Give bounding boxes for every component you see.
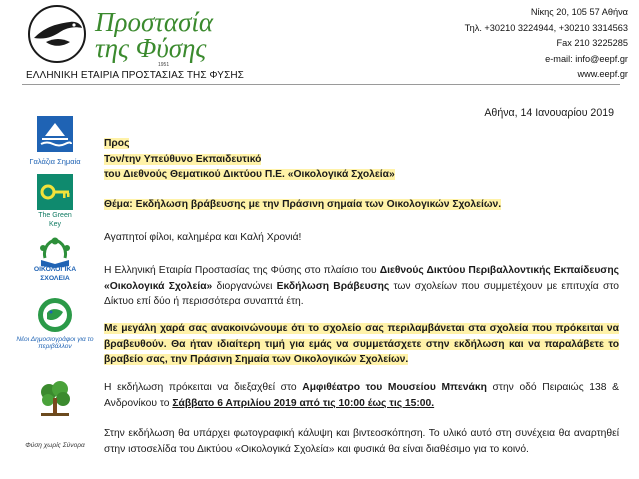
nature-without-borders-logo	[37, 380, 73, 416]
p1-event-name: Εκδήλωση Βράβευσης	[276, 280, 390, 292]
logo-year: 1951	[158, 62, 170, 68]
tree-icon	[37, 380, 73, 416]
p1-text-e: των σχολείων που συμμετέχουν με επιτυχία στο Δίκτυο επί δύο ή περισσότερα συναπτά έτη.	[104, 280, 619, 308]
recipient-line-3: του Διεθνούς Θεματικού Δικτύου Π.Ε. «Οικολογικά Σχολεία»	[104, 169, 395, 181]
letter-greeting: Αγαπητοί φίλοι, καλημέρα και Καλή Χρονιά!	[104, 232, 302, 243]
blue-flag-caption: Γαλάζια Σημαία	[29, 157, 81, 166]
paragraph-4	[104, 426, 619, 457]
eco-schools-icon	[33, 236, 77, 268]
contact-website[interactable]: www.eepf.gr	[577, 69, 628, 80]
green-key-caption-1: The Green	[38, 212, 72, 219]
eco-schools-logo	[33, 236, 77, 268]
logo-title-line1: Προστασία	[95, 7, 214, 37]
letter-subject	[104, 199, 501, 210]
green-key-logo	[37, 174, 73, 210]
young-reporters-caption: Νέοι Δημοσιογράφοι για το περιβάλλον	[16, 336, 94, 350]
contact-email[interactable]: e-mail: info@eepf.gr	[545, 53, 628, 64]
header-divider	[22, 84, 620, 85]
recipient-line-2: Τον/την Υπεύθυνο Εκπαιδευτικό	[104, 153, 262, 165]
p4-text: Στην εκδήλωση θα υπάρχει φωτογραφική κάλυψη και βιντεοσκόπηση. Το υλικό αυτό στη συνέχεια θα αναρτηθεί στην ιστοσελίδα του Δικτύου «Οικολογικά Σχολεία» και φυσικά θα είναι διαθέσιμο για το κοινό.	[104, 428, 619, 455]
p2-text: Με μεγάλη χαρά σας ανακοινώνουμε ότι το σχολείο σας περιλαμβάνεται στα σχολεία που πρόκειται να βραβευθούν. Θα ήταν ιδιαίτερη τιμή για εμάς να συμμετάσχετε στην εκδήλωση και να παραλάβετε το βραβείο σας, την Πράσινη Σημαία των Οικολογικών Σχολείων.	[104, 323, 619, 366]
young-reporters-logo	[36, 296, 74, 334]
p1-text-c: διοργανώνει	[212, 280, 277, 292]
blue-flag-logo	[37, 116, 73, 152]
contact-address: Νίκης 20, 105 57 Αθήνα	[530, 7, 628, 17]
paragraph-2	[104, 321, 619, 368]
young-reporters-icon	[36, 296, 74, 334]
letter-date: Αθήνα, 14 Ιανουαρίου 2019	[484, 107, 614, 119]
org-logo-emblem	[26, 4, 88, 64]
blue-flag-icon	[37, 116, 73, 152]
p3-text-c: στην οδό Πειραιώς 138 & Ανδρονίκου το	[104, 382, 619, 409]
hawk-emblem-icon	[26, 4, 88, 64]
green-key-caption-2: Key	[48, 221, 62, 228]
logo-title-line2: της Φύσης	[95, 33, 207, 63]
contact-block	[465, 5, 628, 83]
p3-text-a: Η εκδήλωση πρόκειται να διεξαχθεί στο	[104, 382, 303, 393]
eco-schools-caption-1: ΟΙΚΟΛΟΓΙΚΑ	[33, 266, 77, 273]
contact-fax: Fax 210 3225285	[556, 38, 628, 49]
org-name: ΕΛΛΗΝΙΚΗ ΕΤΑΙΡΙΑ ΠΡΟΣΤΑΣΙΑΣ ΤΗΣ ΦΥΣΗΣ	[26, 70, 244, 81]
paragraph-1	[104, 263, 619, 310]
eco-schools-caption-2: ΣΧΟΛΕΙΑ	[40, 275, 70, 282]
subject-text: Θέμα: Εκδήλωση βράβευσης με την Πράσινη σημαία των Οικολογικών Σχολείων.	[104, 199, 502, 210]
p1-network-name: Διεθνούς Δικτύου Περιβαλλοντικής Εκπαίδευσης «Οικολογικά Σχολεία»	[104, 265, 619, 292]
recipient-block	[104, 136, 395, 183]
green-key-icon	[37, 174, 73, 210]
paragraph-3	[104, 380, 619, 411]
contact-phone: Τηλ. +30210 3224944, +30210 3314563	[464, 22, 628, 33]
p3-date-time: Σάββατο 6 Απριλίου 2019 από τις 10:00 έως τις 15:00.	[172, 397, 435, 409]
recipient-line-1: Προς	[104, 138, 130, 149]
p3-venue: Αμφιθέατρο του Μουσείου Μπενάκη	[302, 382, 487, 393]
nature-without-borders-caption: Φύση χωρίς Σύνορα	[25, 442, 85, 449]
p1-text-a: Η Ελληνική Εταιρία Προστασίας της Φύσης στο πλαίσιο του	[104, 265, 380, 276]
